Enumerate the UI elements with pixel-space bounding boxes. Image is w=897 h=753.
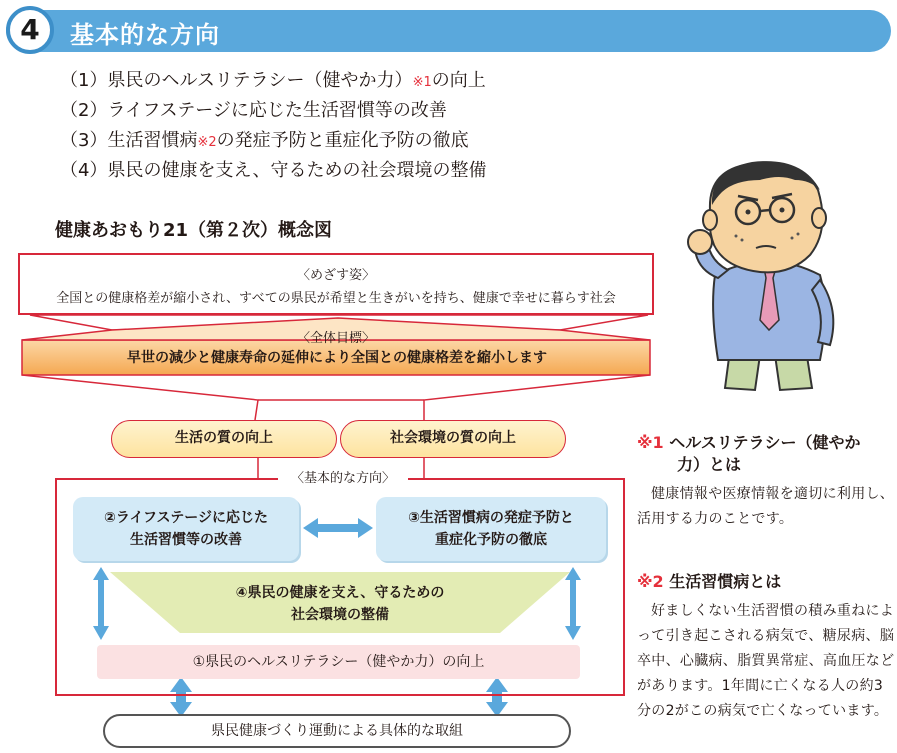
footnote-mark-1: ※1	[412, 75, 432, 90]
man-character-illustration	[680, 150, 855, 400]
note1-mark: ※1	[637, 433, 664, 452]
social-environment-quality-pill: 社会環境の質の向上	[340, 420, 566, 458]
section-title: 基本的な方向	[70, 21, 220, 49]
basic-direction-heading: 〈基本的な方向〉	[278, 467, 408, 486]
overall-goal-text: 早世の減少と健康寿命の延伸により全国との健康格差を縮小します	[127, 350, 547, 366]
note2-mark: ※2	[637, 572, 664, 591]
note1-title: ヘルスリテラシー（健やか	[669, 433, 861, 452]
quality-of-life-pill: 生活の質の向上	[111, 420, 337, 458]
concrete-action-box: 県民健康づくり運動による具体的な取組	[103, 714, 571, 748]
goal-box	[18, 253, 654, 315]
note1-body: 健康情報や医療情報を適切に利用し、活用する力のことです。	[637, 486, 895, 527]
lifestyle-improvement-box: ②ライフステージに応じた 生活習慣等の改善	[73, 497, 299, 561]
footnote-mark-2: ※2	[197, 135, 217, 150]
disease-prevention-box: ③生活習慣病の発症予防と 重症化予防の徹底	[376, 497, 606, 561]
note-health-literacy	[637, 432, 895, 532]
direction-item-4: （4）県民の健康を支え、守るための社会環境の整備	[60, 160, 487, 181]
goal-heading: 〈めざす姿〉	[296, 268, 375, 283]
note-lifestyle-disease	[637, 571, 895, 724]
direction-item-1: （1）県民のヘルスリテラシー（健やか力）$^{※1}$の向上	[60, 70, 486, 91]
section-number-badge: 4	[6, 6, 54, 54]
direction-item-3: （3）生活習慣病$^{※2}$の発症予防と重症化予防の徹底	[60, 130, 469, 151]
social-environment-text: ④県民の健康を支え、守るための 社会環境の整備	[235, 585, 445, 623]
goal-text: 全国との健康格差が縮小され、すべての県民が希望と生きがいを持ち、健康で幸せに暮らす社会	[56, 291, 616, 306]
note1-title-cont: 力）とは	[677, 455, 742, 474]
note2-body: 好ましくない生活習慣の積み重ねによって引き起こされる病気で、糖尿病、脳卒中、心臓病、脂質異常症、高血圧などがあります。1年間に亡くなる人の約3分の2がこの病気で亡くなっています。	[637, 603, 895, 719]
concept-diagram-title: 健康あおもり21（第２次）概念図	[55, 220, 333, 241]
note2-title: 生活習慣病とは	[669, 572, 782, 591]
direction-item-2: （2）ライフステージに応じた生活習慣等の改善	[60, 100, 447, 121]
overall-to-pills-connector	[22, 375, 650, 420]
overall-goal-heading: 〈全体目標〉	[296, 331, 375, 346]
health-literacy-bar: ①県民のヘルスリテラシー（健やか力）の向上	[97, 645, 580, 679]
